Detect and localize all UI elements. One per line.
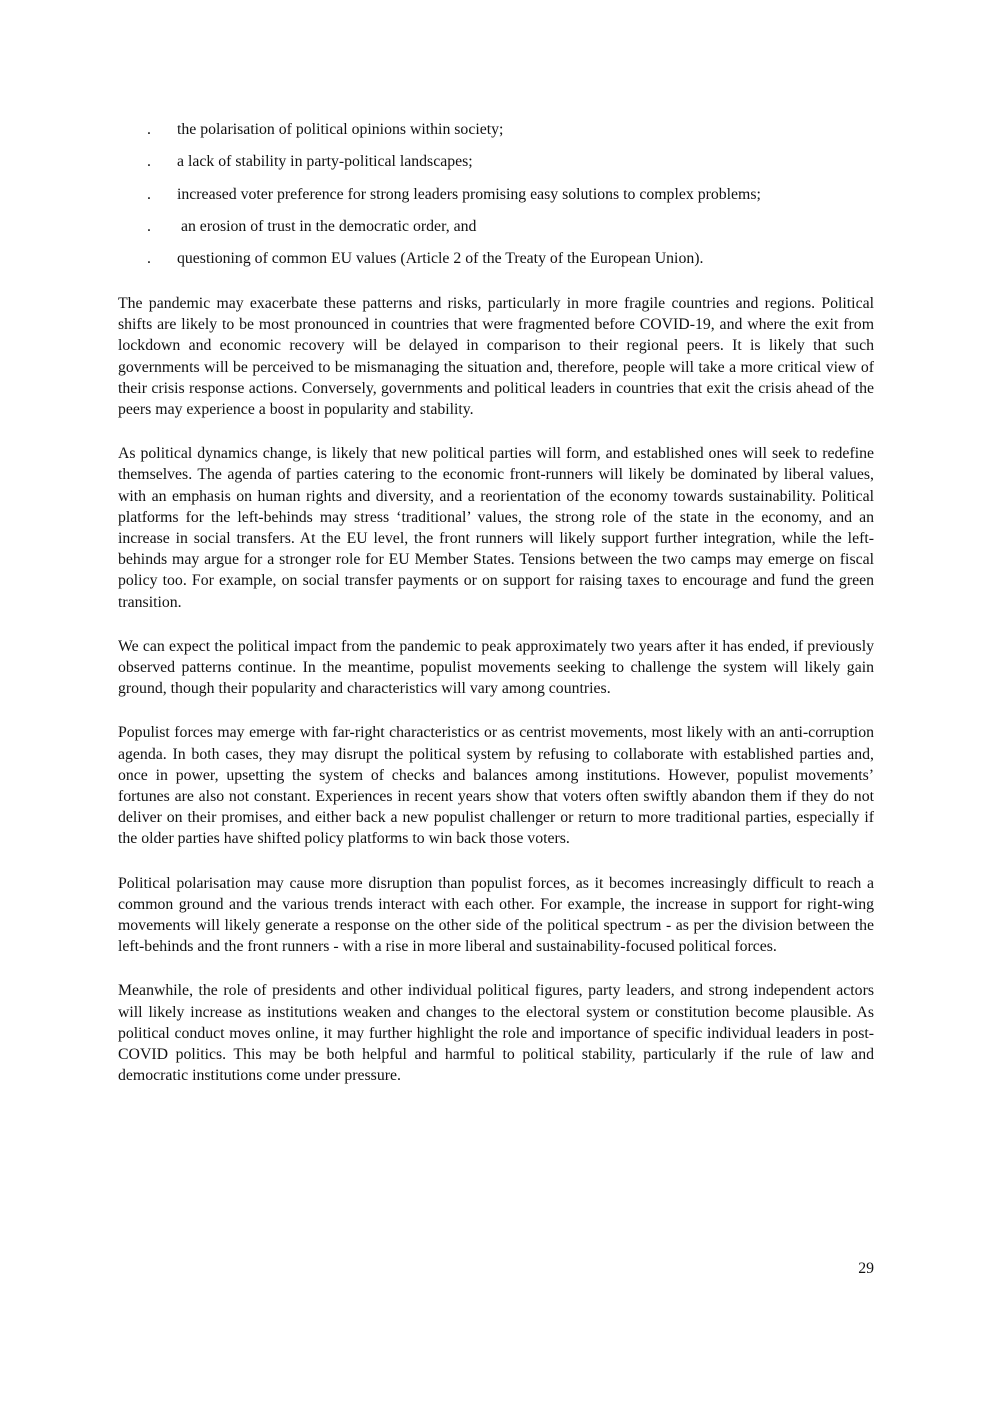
bullet-list — [143, 118, 883, 279]
bullet-marker: . — [147, 185, 151, 203]
bullet-marker: . — [147, 153, 151, 171]
paragraph: Political polarisation may cause more disruption than populist forces, as it becomes increasingly difficult to reach a common ground and the various trends interact with each other. For example, the increase in support for right-wing movements will likely generate a response on the other side of the political spectrum - as per the division between the left-behinds and the front runners - with a rise in more liberal and sustainability-focused political forces. — [118, 874, 874, 956]
bullet-text: the polarisation of political opinions within society; — [177, 121, 504, 138]
bullet-marker: . — [147, 250, 151, 268]
paragraph: Populist forces may emerge with far-right characteristics or as centrist movements, most likely with an anti-corruption agenda. In both cases, they may disrupt the political system by refusing to collaborate with established parties and, once in power, upsetting the system of checks and balances among institutions. However, populist movements’ fortunes are also not constant. Experiences in recent years show that voters often swiftly abandon them if they do not deliver on their promises, and either back a new populist challenger or return to more traditional parties, especially if the older parties have shifted policy platforms to win back those voters. — [118, 724, 874, 848]
paragraph: As political dynamics change, is likely that new political parties will form, and established ones will seek to redefine themselves. The agenda of parties catering to the economic front-runners will likely be dominated by liberal values, with an emphasis on human rights and diversity, and a reorientation of the economy towards sustainability. Political platforms for the left-behinds may stress ‘traditional’ values, the strong role of the state in the economy, and an increase in social transfers. At the EU level, the front runners will likely support further integration, while the left-behinds may argue for a stronger role for EU Member States. Tensions between the two camps may emerge on fiscal policy too. For example, on social transfer payments or on support for raising taxes to encourage and fund the green transition. — [118, 445, 874, 611]
bullet-text: questioning of common EU values (Article 2 of the Treaty of the European Union). — [177, 250, 704, 268]
bullet-item — [143, 183, 883, 215]
body-text — [118, 293, 874, 1110]
page-number: 29 — [858, 1260, 874, 1277]
bullet-item — [143, 118, 883, 150]
bullet-text: an erosion of trust in the democratic order, and — [177, 217, 477, 235]
paragraph: The pandemic may exacerbate these patterns and risks, particularly in more fragile countries and regions. Political shifts are likely to be most pronounced in countries that were fragmented before COVID-19, and where the exit from lockdown and economic recovery will be delayed in comparison to their regional peers. It is likely that such governments will be perceived to be mismanaging the situation and, therefore, people will take a more critical view of their crisis response actions. Conversely, governments and political leaders in countries that exit the crisis ahead of the peers may experience a boost in popularity and stability. — [118, 295, 874, 419]
bullet-marker: . — [147, 121, 151, 138]
bullet-item — [143, 215, 883, 247]
bullet-text: increased voter preference for strong leaders promising easy solutions to complex problems; — [177, 185, 761, 203]
bullet-item — [143, 150, 883, 182]
bullet-item — [143, 247, 883, 279]
bullet-text: a lack of stability in party-political landscapes; — [177, 153, 473, 171]
paragraph: We can expect the political impact from the pandemic to peak approximately two years after it has ended, if previously observed patterns continue. In the meantime, populist movements seeking to challenge the system will likely gain ground, though their popularity and characteristics will vary among countries. — [118, 637, 874, 698]
bullet-marker: . — [147, 217, 151, 235]
paragraph: Meanwhile, the role of presidents and other individual political figures, party leaders, and strong independent actors will likely increase as institutions weaken and changes to the electoral system or constitution become plausible. As political conduct moves online, it may further highlight the role and importance of specific individual leaders in post-COVID politics. This may be both helpful and harmful to political stability, particularly if the rule of law and democratic institutions come under pressure. — [118, 982, 874, 1085]
